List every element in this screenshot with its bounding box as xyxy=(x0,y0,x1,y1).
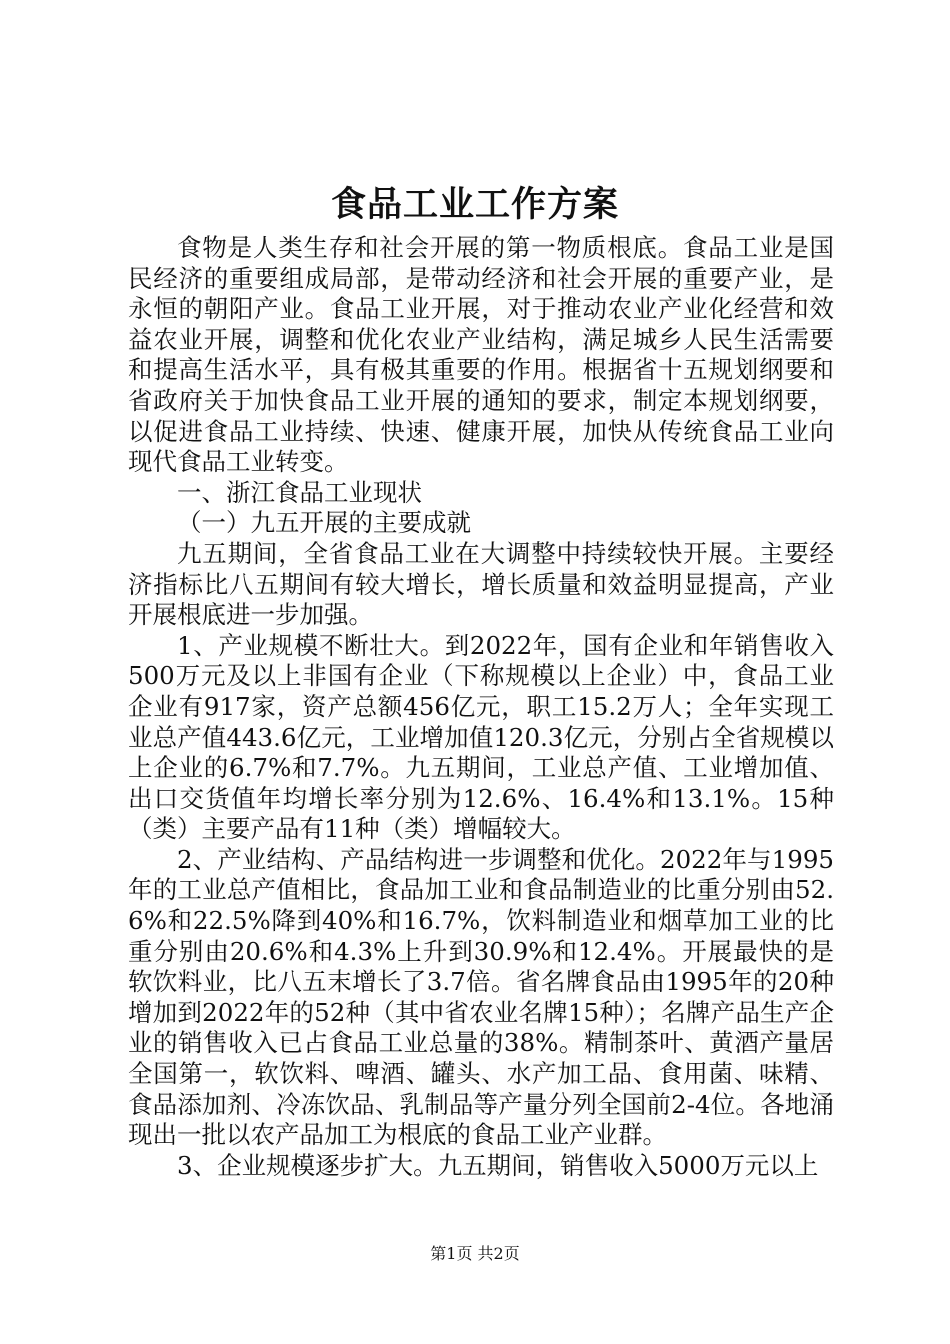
section-heading: 一、浙江食品工业现状 xyxy=(177,477,422,507)
paragraph-item-1: 1、产业规模不断壮大。到2022年，国有企业和年销售收入500万元及以上非国有企业（下称规模以上企业）中，食品工业企业有917家，资产总额456亿元，职工15.2万人；全年实现工业总产值443.6亿元，工业增加值120.3亿元，分别占全省规模以上企业的6.7%和7.7%。九五期间，工业总产值、工业增加值、出口交货值年均增长率分别为12.6%、16.4%和13.1%。15种（类）主要产品有11种（类）增幅较大。 xyxy=(128,630,834,844)
document-body xyxy=(128,233,834,1181)
page-footer: 第1页 共2页 xyxy=(430,1244,520,1263)
paragraph-item-2: 2、产业结构、产品结构进一步调整和优化。2022年与1995年的工业总产值相比，食品加工业和食品制造业的比重分别由52.6%和22.5%降到40%和16.7%，饮料制造业和烟草加工业的比重分别由20.6%和4.3%上升到30.9%和12.4%。开展最快的是软饮料业，比八五末增长了3.7倍。省名牌食品由1995年的20种增加到2022年的52种（其中省农业名牌15种）；名牌产品生产企业的销售收入已占食品工业总量的38%。精制茶叶、黄酒产量居全国第一，软饮料、啤酒、罐头、水产加工品、食用菌、味精、食品添加剂、冷冻饮品、乳制品等产量分列全国前2-4位。各地涌现出一批以农产品加工为根底的食品工业产业群。 xyxy=(128,844,834,1150)
paragraph-achievements: 九五期间，全省食品工业在大调整中持续较快开展。主要经济指标比八五期间有较大增长，增长质量和效益明显提高，产业开展根底进一步加强。 xyxy=(128,538,834,630)
paragraph-intro: 食物是人类生存和社会开展的第一物质根底。食品工业是国民经济的重要组成局部，是带动经济和社会开展的重要产业，是永恒的朝阳产业。食品工业开展，对于推动农业产业化经营和效益农业开展，调整和优化农业产业结构，满足城乡人民生活需要和提高生活水平，具有极其重要的作用。根据省十五规划纲要和省政府关于加快食品工业开展的通知的要求，制定本规划纲要，以促进食品工业持续、快速、健康开展，加快从传统食品工业向现代食品工业转变。 xyxy=(128,233,834,477)
subsection-heading: （一）九五开展的主要成就 xyxy=(177,508,471,538)
document-title: 食品工业工作方案 xyxy=(330,184,619,225)
paragraph-item-3: 3、企业规模逐步扩大。九五期间，销售收入5000万元以上 xyxy=(177,1150,819,1180)
